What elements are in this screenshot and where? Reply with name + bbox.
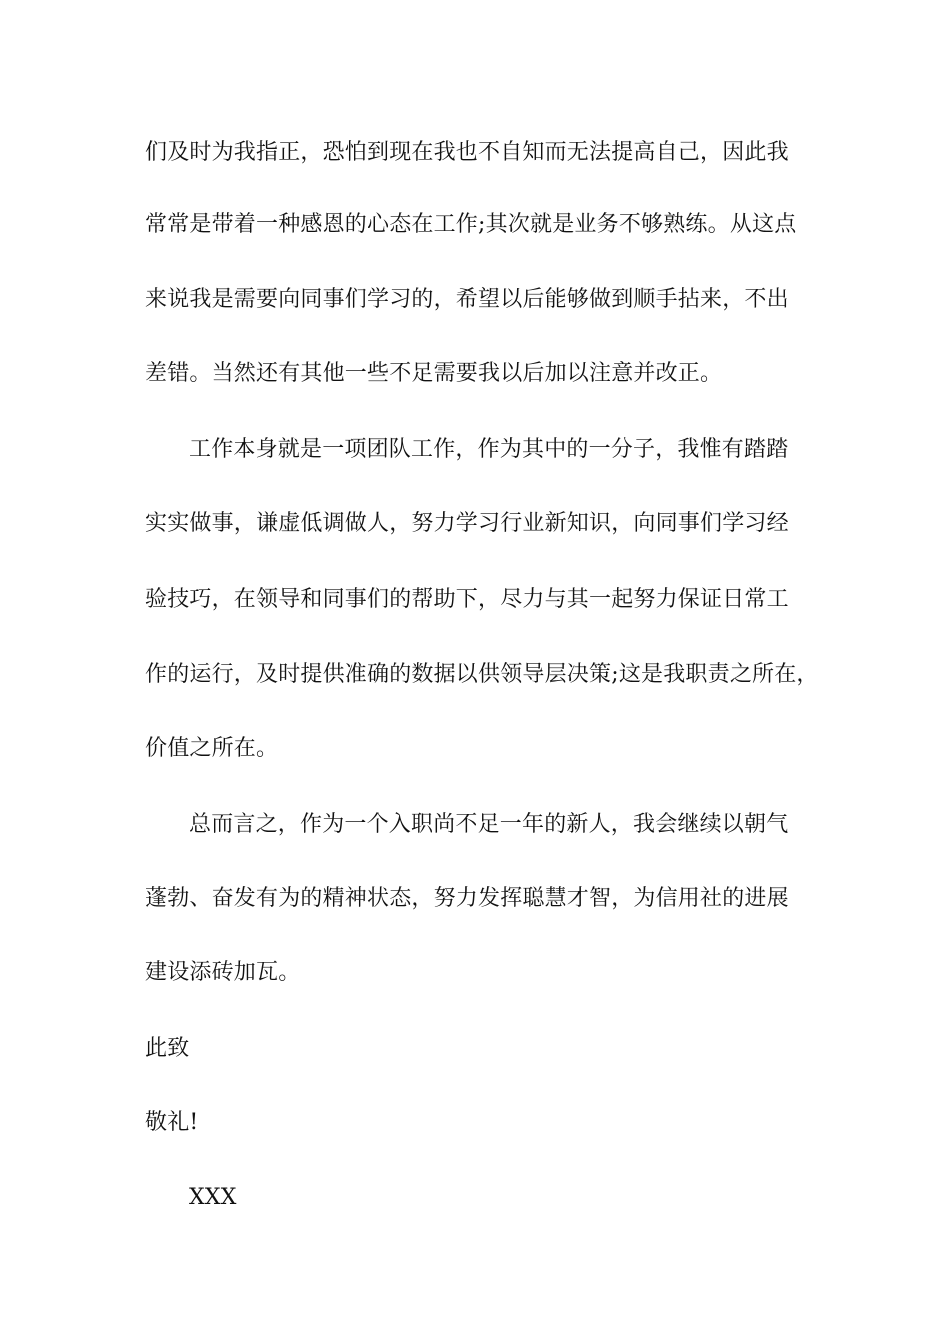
salutation-text: 敬礼! bbox=[145, 1110, 199, 1135]
paragraph-line: 建设添砖加瓦。 bbox=[145, 960, 301, 985]
closing-text: 此致 bbox=[145, 1036, 190, 1061]
paragraph-line: 差错。当然还有其他一些不足需要我以后加以注意并改正。 bbox=[145, 361, 723, 386]
paragraph-line: 来说我是需要向同事们学习的，希望以后能够做到顺手拈来，不出 bbox=[145, 287, 789, 312]
paragraph-line: 工作本身就是一项团队工作，作为其中的一分子，我惟有踏踏 bbox=[189, 437, 789, 462]
paragraph-line: 总而言之，作为一个入职尚不足一年的新人，我会继续以朝气 bbox=[189, 812, 789, 837]
paragraph-line: 价值之所在。 bbox=[145, 736, 279, 761]
paragraph-line: 验技巧，在领导和同事们的帮助下，尽力与其一起努力保证日常工 bbox=[145, 587, 789, 612]
paragraph-line: 作的运行，及时提供准确的数据以供领导层决策;这是我职责之所在， bbox=[145, 662, 819, 687]
paragraph-line: 常常是带着一种感恩的心态在工作;其次就是业务不够熟练。从这点 bbox=[145, 212, 797, 237]
paragraph-line: 蓬勃、奋发有为的精神状态，努力发挥聪慧才智，为信用社的进展 bbox=[145, 886, 789, 911]
paragraph-line: 实实做事，谦虚低调做人，努力学习行业新知识，向同事们学习经 bbox=[145, 511, 789, 536]
signature-text: XXX bbox=[189, 1185, 237, 1210]
paragraph-line: 们及时为我指正，恐怕到现在我也不自知而无法提高自己，因此我 bbox=[145, 140, 789, 165]
